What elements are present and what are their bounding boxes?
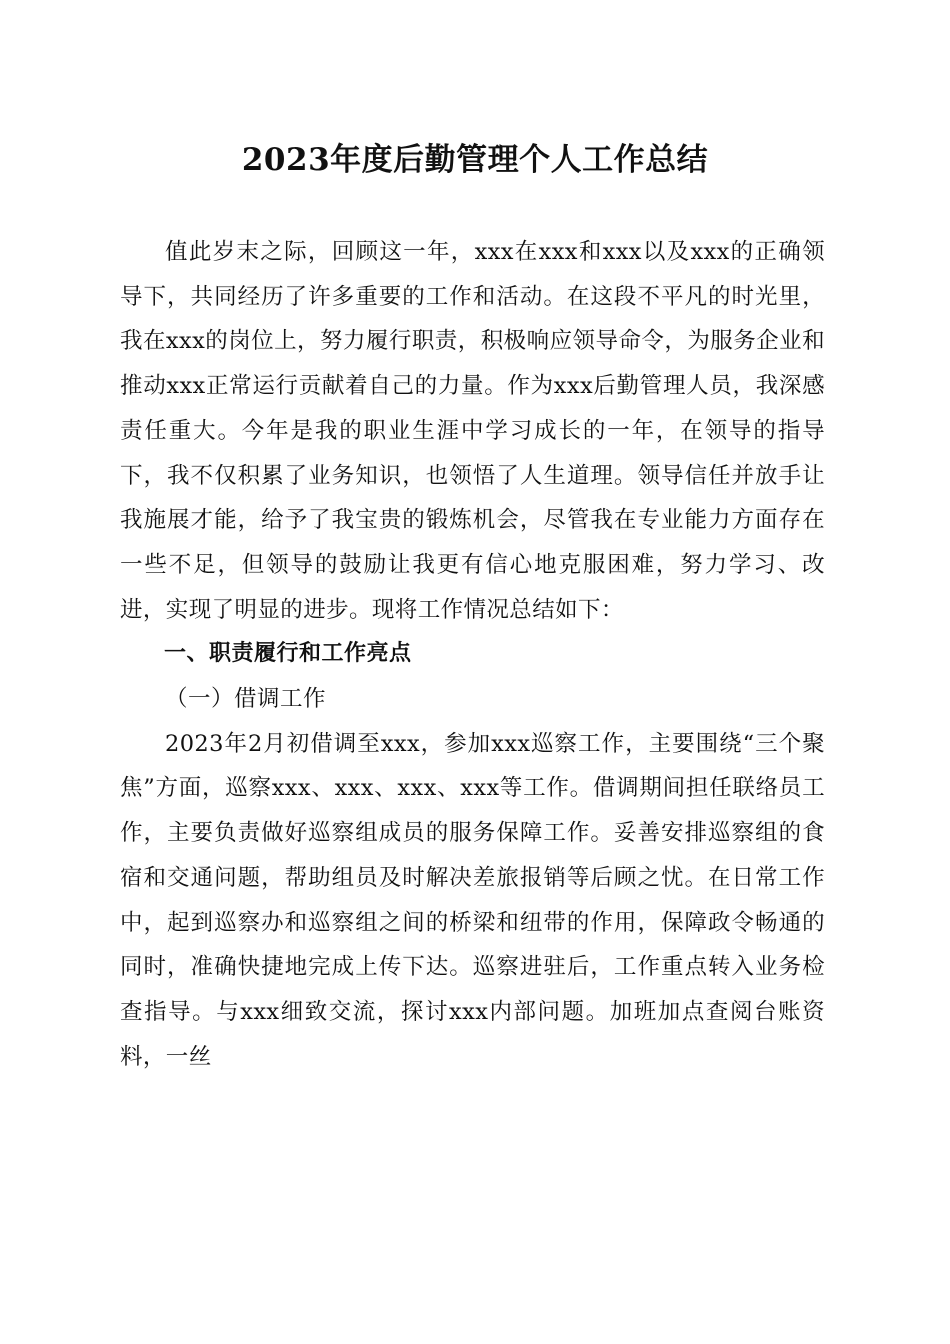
intro-paragraph: 值此岁末之际，回顾这一年，xxx在xxx和xxx以及xxx的正确领导下，共同经历了许多重要的工作和活动。在这段不平凡的时光里，我在xxx的岗位上，努力履行职责，积极响应领导命令，为服务企业和推动xxx正常运行贡献着自己的力量。作为xxx后勤管理人员，我深感责任重大。今年是我的职业生涯中学习成长的一年，在领导的指导下，我不仅积累了业务知识，也领悟了人生道理。领导信任并放手让我施展才能，给予了我宝贵的锻炼机会，尽管我在专业能力方面存在一些不足，但领导的鼓励让我更有信心地克服困难，努力学习、改进，实现了明显的进步。现将工作情况总结如下： — [120, 239, 825, 623]
document-title: 2023年度后勤管理个人工作总结 — [241, 142, 709, 178]
secondment-paragraph: 2023年2月初借调至xxx，参加xxx巡察工作，主要围绕“三个聚焦”方面，巡察xxx、xxx、xxx、xxx等工作。借调期间担任联络员工作，主要负责做好巡察组成员的服务保障工作。妥善安排巡察组的食宿和交通问题，帮助组员及时解决差旅报销等后顾之忧。在日常工作中，起到巡察办和巡察组之间的桥梁和纽带的作用，保障政令畅通的同时，准确快捷地完成上传下达。巡察进驻后，工作重点转入业务检查指导。与xxx细致交流，探讨xxx内部问题。加班加点查阅台账资料，一丝 — [120, 730, 825, 1070]
section-heading-duties: 一、职责履行和工作亮点 — [164, 641, 412, 667]
document-body — [120, 230, 825, 1079]
subsection-heading-secondment: （一）借调工作 — [165, 686, 327, 713]
